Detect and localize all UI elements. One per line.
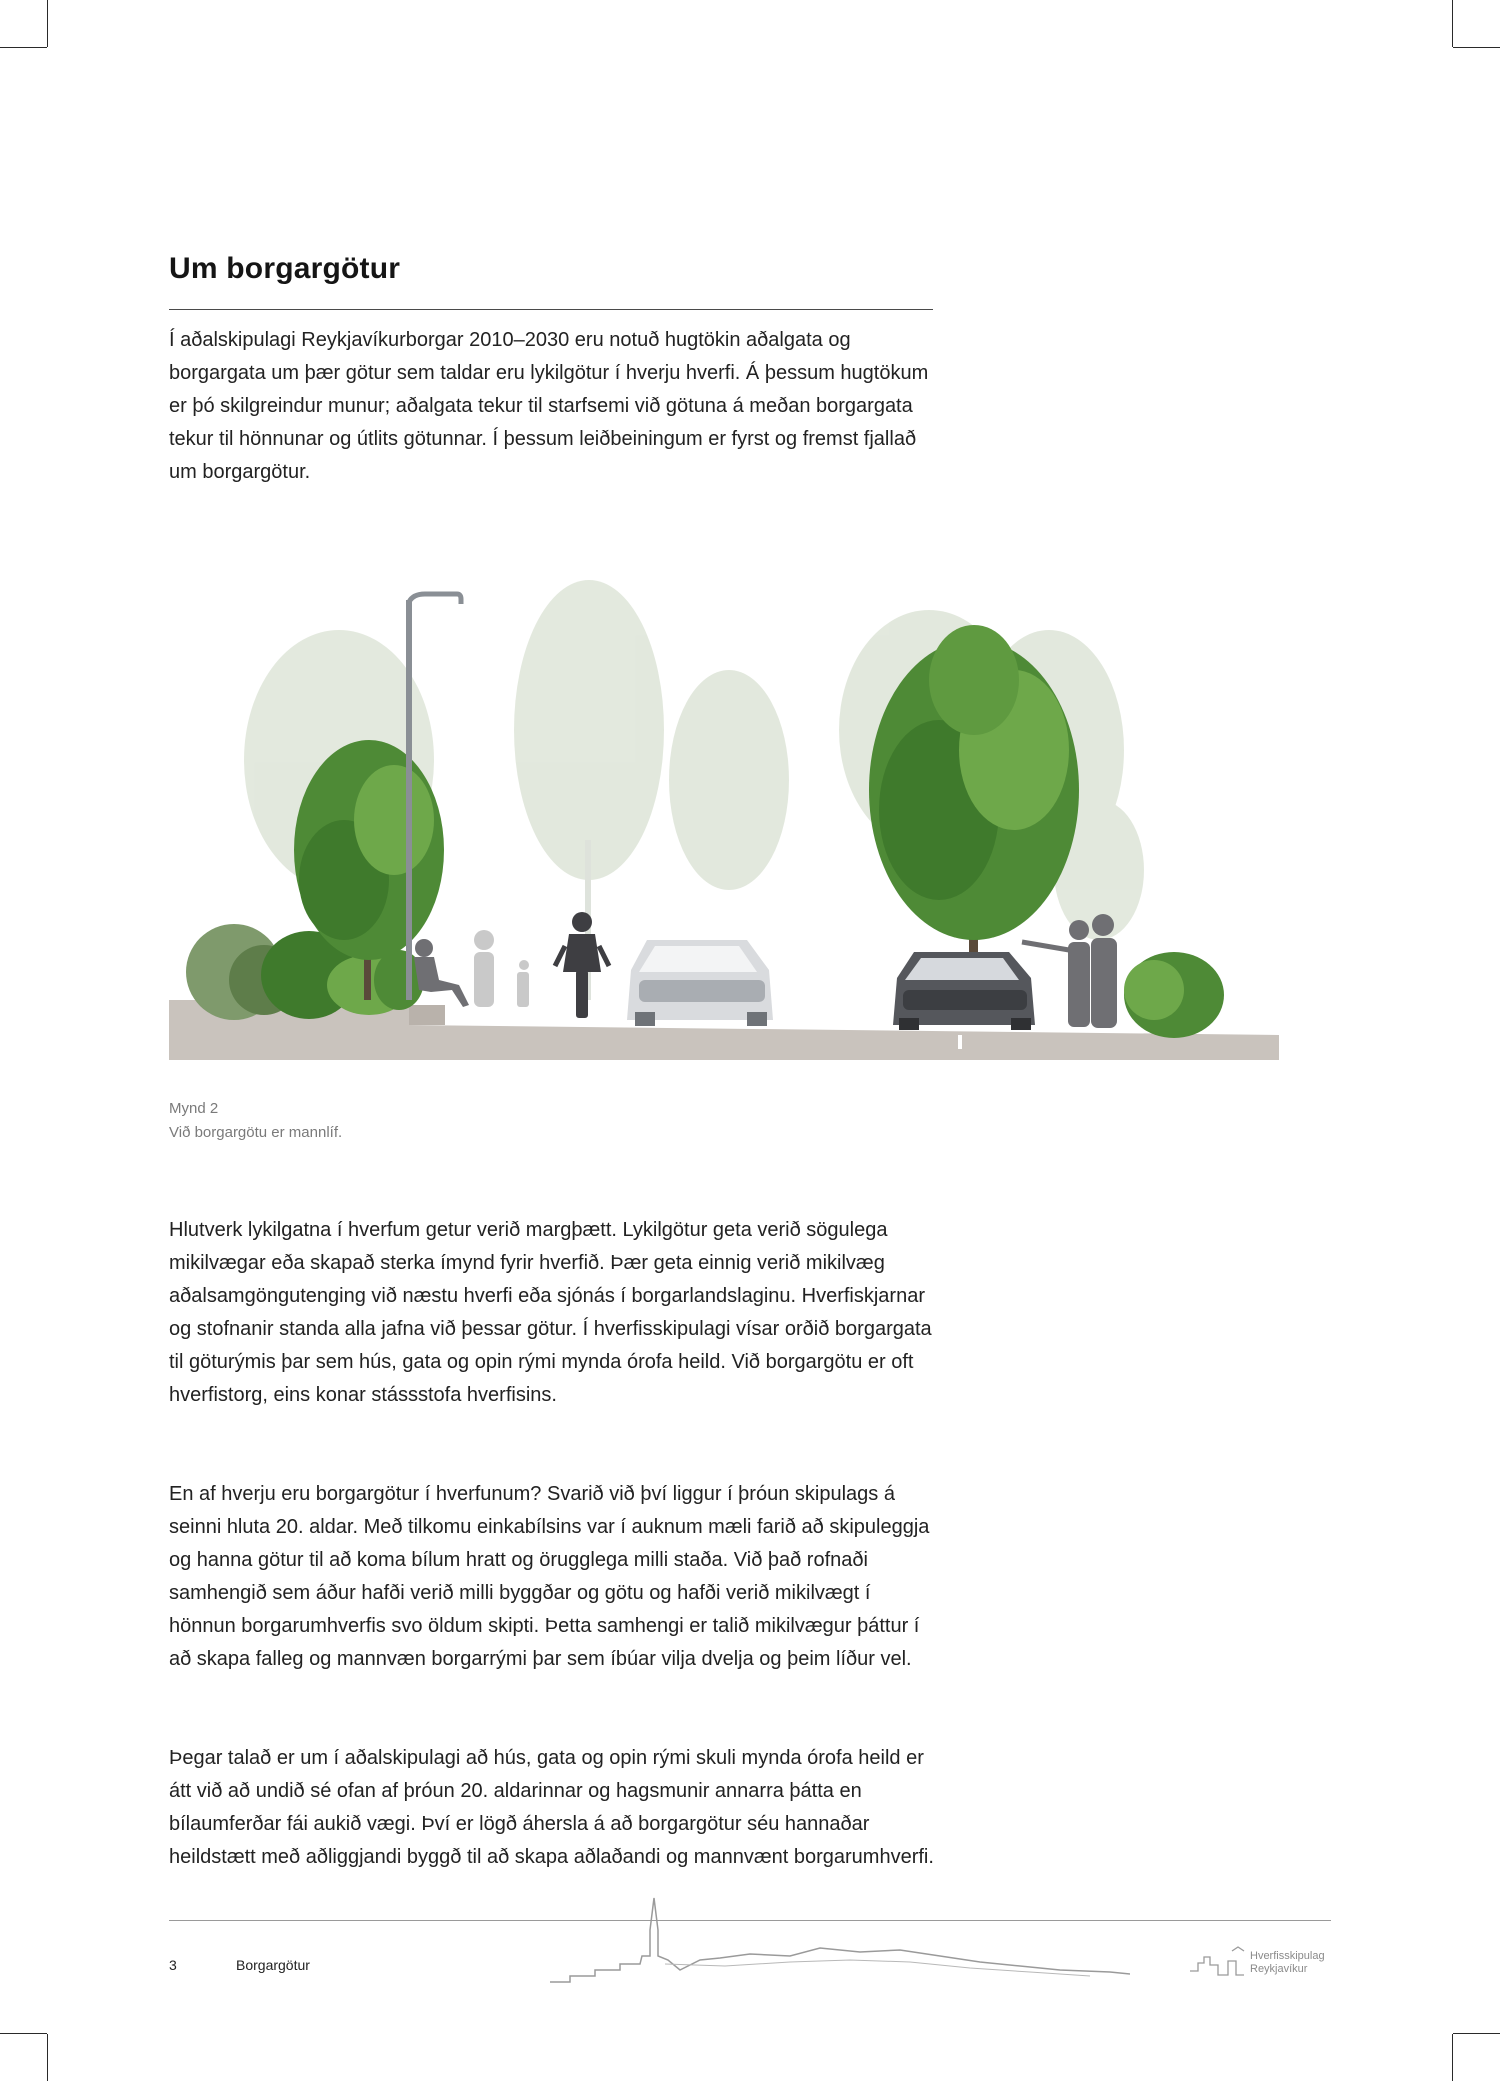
intro-paragraph: Í aðalskipulagi Reykjavíkurborgar 2010–2030 eru notuð hugtökin aðalgata og borgargata um þær götur sem taldar eru lykilgötur í hverju hverfi. Á þessum hugtökum er þó skilgreindur munur; aðalgata tekur til starfsemi við götuna á meðan borgargata tekur til hönnunar og útlits götunnar. Í þessum leiðbeiningum er fyrst og fremst fjallað um borgargötur.	[169, 329, 929, 483]
right-shrub	[1124, 952, 1224, 1038]
crop-mark	[1453, 47, 1500, 48]
curb	[409, 1005, 445, 1025]
page-number: 3	[169, 1957, 177, 1973]
cyclist	[555, 912, 609, 1018]
sitting-person	[414, 939, 469, 1007]
car-front-dark	[893, 952, 1035, 1030]
body-paragraph: Hlutverk lykilgatna í hverfum getur verið margþætt. Lykilgötur geta verið sögulega mikilvægar eða skapað sterka ímynd fyrir hverfið. Þær geta einnig verið mikilvæg aðalsamgöngutenging við næstu hverfi eða sjónás í borgarlandslaginu. Hverfiskjarnar og stofnanir standa alla jafna við þessar götur. Í hverfisskipulagi vísar orðið borgargata til göturýmis þar sem hús, gata og opin rými mynda órofa heild. Við borgargötu er oft hverfistorg, eins konar stássstofa hverfisins.	[169, 1219, 932, 1406]
crop-mark	[47, 2034, 48, 2081]
footer-section-title: Borgargötur	[236, 1957, 310, 1973]
title-divider	[169, 309, 933, 310]
crop-mark	[1452, 0, 1453, 47]
crop-mark	[1453, 2033, 1500, 2034]
crop-mark	[1452, 2034, 1453, 2081]
couple-silhouette	[1022, 914, 1117, 1028]
body-paragraph: Þegar talað er um í aðalskipulagi að hús, gata og opin rými skuli mynda órofa heild er átt við að undið sé ofan af þróun 20. aldarinnar og hagsmunir annarra þátta en bílaumferðar fái aukið vægi. Því er lögð áhersla á að borgargötur séu hannaðar heildstætt með aðliggjandi byggð til að skapa aðlaðandi og mannvænt borgarumhverfi.	[169, 1747, 934, 1868]
drain-marker	[958, 1035, 962, 1049]
crop-mark	[0, 2033, 47, 2034]
figure-caption-text: Við borgargötu er mannlíf.	[169, 1124, 343, 1141]
city-skyline-illustration	[550, 1890, 1130, 1990]
body-paragraph: En af hverju eru borgargötur í hverfunum? Svarið við því liggur í þróun skipulags á seinni hluta 20. aldar. Með tilkomu einkabílsins var í auknum mæli farið að skipuleggja og hanna götur til að koma bílum hratt og örugglega milli staða. Við það rofnaði samhengið sem áður hafði verið milli byggðar og götu og hafði verið mikilvægt í hönnun borgarumhverfis svo öldum skipti. Þetta samhengi er talið mikilvægur þáttur í að skapa falleg og mannvæn borgarrými þar sem íbúar vilja dvelja og þeim líður vel.	[169, 1483, 930, 1670]
figure-label: Mynd 2	[169, 1100, 219, 1117]
car-front-silver	[627, 940, 773, 1026]
crop-mark	[0, 47, 47, 48]
page-title: Um borgargötur	[169, 252, 401, 285]
logo-line-2: Reykjavíkur	[1250, 1963, 1308, 1975]
crop-mark	[47, 0, 48, 47]
logo-line-1: Hverfisskipulag	[1250, 1950, 1325, 1962]
footer-divider	[169, 1920, 1331, 1921]
walking-people-faded	[474, 930, 529, 1007]
street-section-illustration	[169, 580, 1279, 1060]
logo-text	[1250, 1950, 1325, 1976]
figure-caption	[169, 1097, 342, 1145]
